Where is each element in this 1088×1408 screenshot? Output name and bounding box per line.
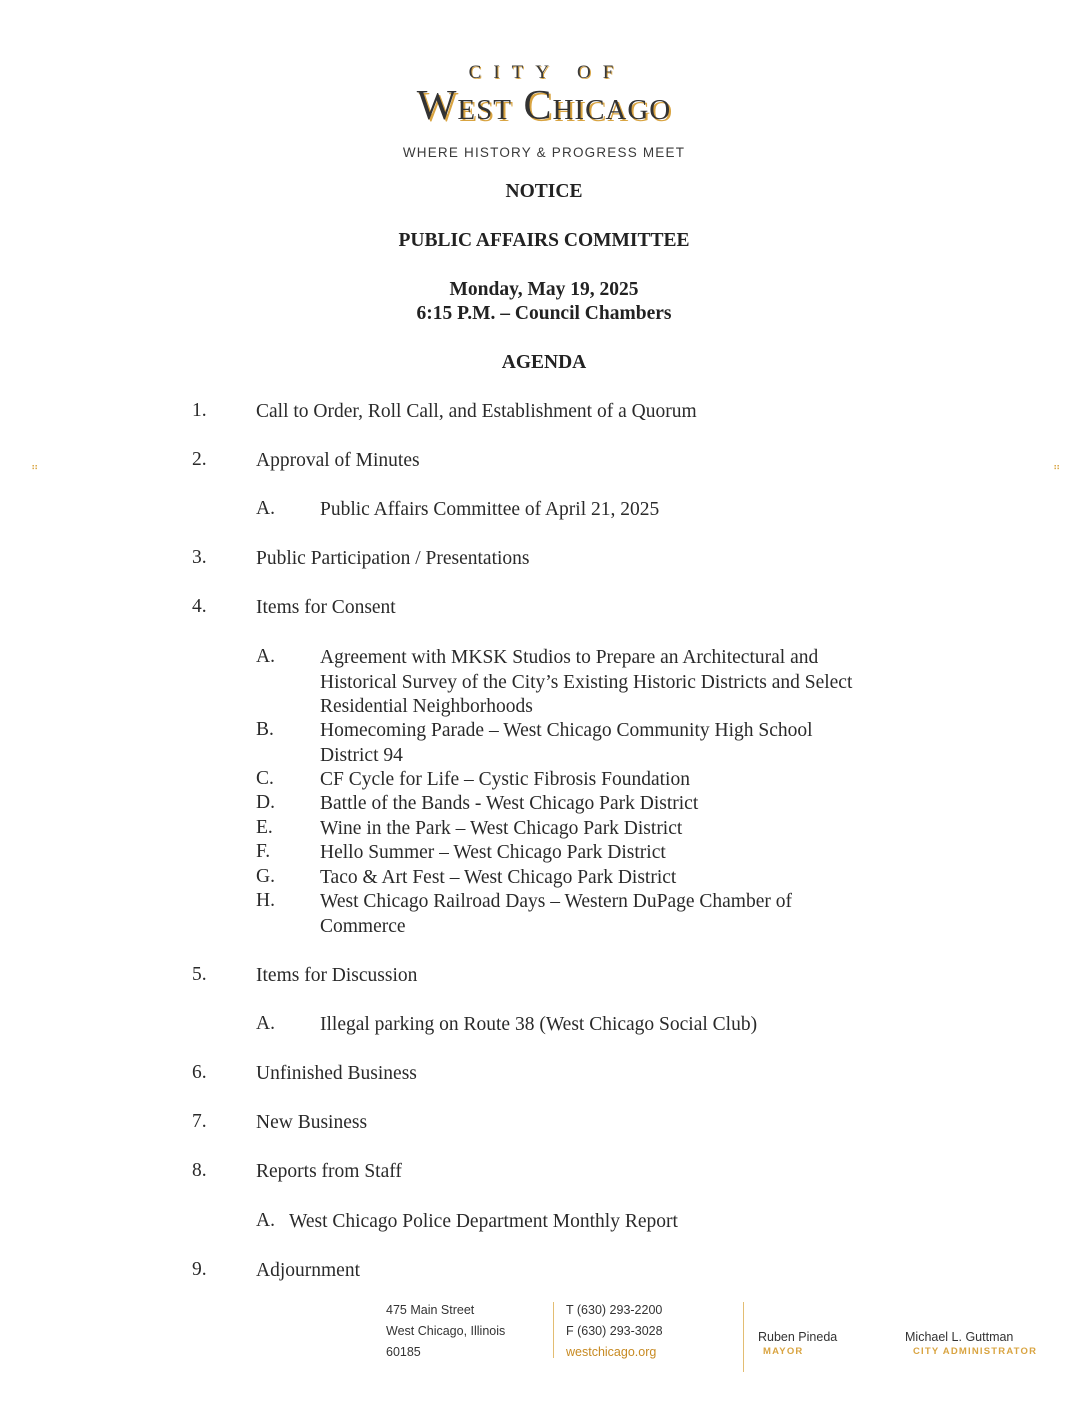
footer-website: westchicago.org: [566, 1345, 657, 1359]
address-street: 475 Main Street: [386, 1303, 475, 1317]
admin-name: Michael L. Guttman: [905, 1330, 1014, 1344]
sub-item-letter: D.: [256, 792, 275, 813]
sub-item-letter: H.: [256, 890, 275, 911]
item-number: 7.: [192, 1111, 207, 1132]
agenda-item: Reports from Staff: [256, 1161, 402, 1182]
sub-item: Agreement with MKSK Studios to Prepare an Architectural and Historical Survey of the City’s Existing Historic Districts and Select Residential Neighborhoods: [320, 647, 853, 717]
sub-item: Taco & Art Fest – West Chicago Park District: [320, 867, 677, 888]
sub-item: West Chicago Railroad Days – Western DuPage Chamber of Commerce: [320, 891, 792, 937]
item-number: 5.: [192, 964, 207, 985]
item-number: 6.: [192, 1062, 207, 1083]
agenda-item: Public Participation / Presentations: [256, 548, 530, 569]
committee-heading: PUBLIC AFFAIRS COMMITTEE: [398, 230, 690, 251]
sub-item: Wine in the Park – West Chicago Park District: [320, 818, 683, 839]
item-number: 4.: [192, 596, 207, 617]
sub-item: CF Cycle for Life – Cystic Fibrosis Foundation: [320, 769, 690, 790]
sub-item: Battle of the Bands - West Chicago Park District: [320, 793, 699, 814]
mayor-name: Ruben Pineda: [758, 1330, 838, 1344]
sub-item: Illegal parking on Route 38 (West Chicago Social Club): [320, 1014, 758, 1035]
sub-item-letter: E.: [256, 817, 273, 838]
agenda-item: New Business: [256, 1112, 368, 1133]
item-number: 1.: [192, 400, 207, 421]
agenda-heading: AGENDA: [501, 352, 587, 373]
footer-contact: [566, 1300, 663, 1363]
address-zip: 60185: [386, 1345, 421, 1359]
sub-item-letter: C.: [256, 768, 274, 789]
notice-heading: NOTICE: [505, 181, 583, 202]
item-number: 3.: [192, 547, 207, 568]
item-number: 2.: [192, 449, 207, 470]
logo-city-of: CITY OF: [468, 62, 626, 83]
sub-item: Hello Summer – West Chicago Park District: [320, 842, 666, 863]
footer-address: [386, 1300, 505, 1363]
sub-item-letter: F.: [256, 841, 271, 862]
footer-divider: [743, 1302, 744, 1372]
footer-phone: T (630) 293-2200: [566, 1303, 663, 1317]
footer-fax: F (630) 293-3028: [566, 1324, 663, 1338]
logo-tagline: WHERE HISTORY & PROGRESS MEET: [402, 145, 686, 160]
footer-mayor: [758, 1328, 837, 1357]
agenda-item: Items for Discussion: [256, 965, 418, 986]
page-marker-right: ⠶: [1053, 462, 1061, 473]
mayor-role: MAYOR: [763, 1346, 804, 1357]
sub-item-letter: A.: [256, 1210, 275, 1231]
address-city: West Chicago, Illinois: [386, 1324, 506, 1338]
agenda-item: Call to Order, Roll Call, and Establishment of a Quorum: [256, 401, 697, 422]
sub-item-letter: A.: [256, 646, 275, 667]
logo-city-name: West Chicago: [416, 83, 672, 129]
agenda-item: Approval of Minutes: [256, 450, 420, 471]
footer-divider: [553, 1302, 554, 1358]
sub-item-letter: G.: [256, 866, 275, 887]
sub-item: Public Affairs Committee of April 21, 2025: [320, 499, 660, 520]
agenda-item: Items for Consent: [256, 597, 396, 618]
sub-item-letter: A.: [256, 1013, 275, 1034]
agenda-item: Unfinished Business: [256, 1063, 417, 1084]
meeting-date: Monday, May 19, 2025: [449, 279, 639, 300]
meeting-time-place: 6:15 P.M. – Council Chambers: [416, 303, 672, 324]
sub-item-letter: A.: [256, 498, 275, 519]
agenda-item: Adjournment: [256, 1260, 360, 1281]
sub-item: Homecoming Parade – West Chicago Community High School District 94: [320, 720, 813, 766]
admin-role: CITY ADMINISTRATOR: [913, 1346, 1038, 1357]
page-marker-left: ⠶: [31, 462, 39, 473]
item-number: 8.: [192, 1160, 207, 1181]
footer-administrator: [905, 1328, 1037, 1357]
sub-item: West Chicago Police Department Monthly Report: [289, 1211, 678, 1232]
item-number: 9.: [192, 1259, 207, 1280]
sub-item-letter: B.: [256, 719, 274, 740]
